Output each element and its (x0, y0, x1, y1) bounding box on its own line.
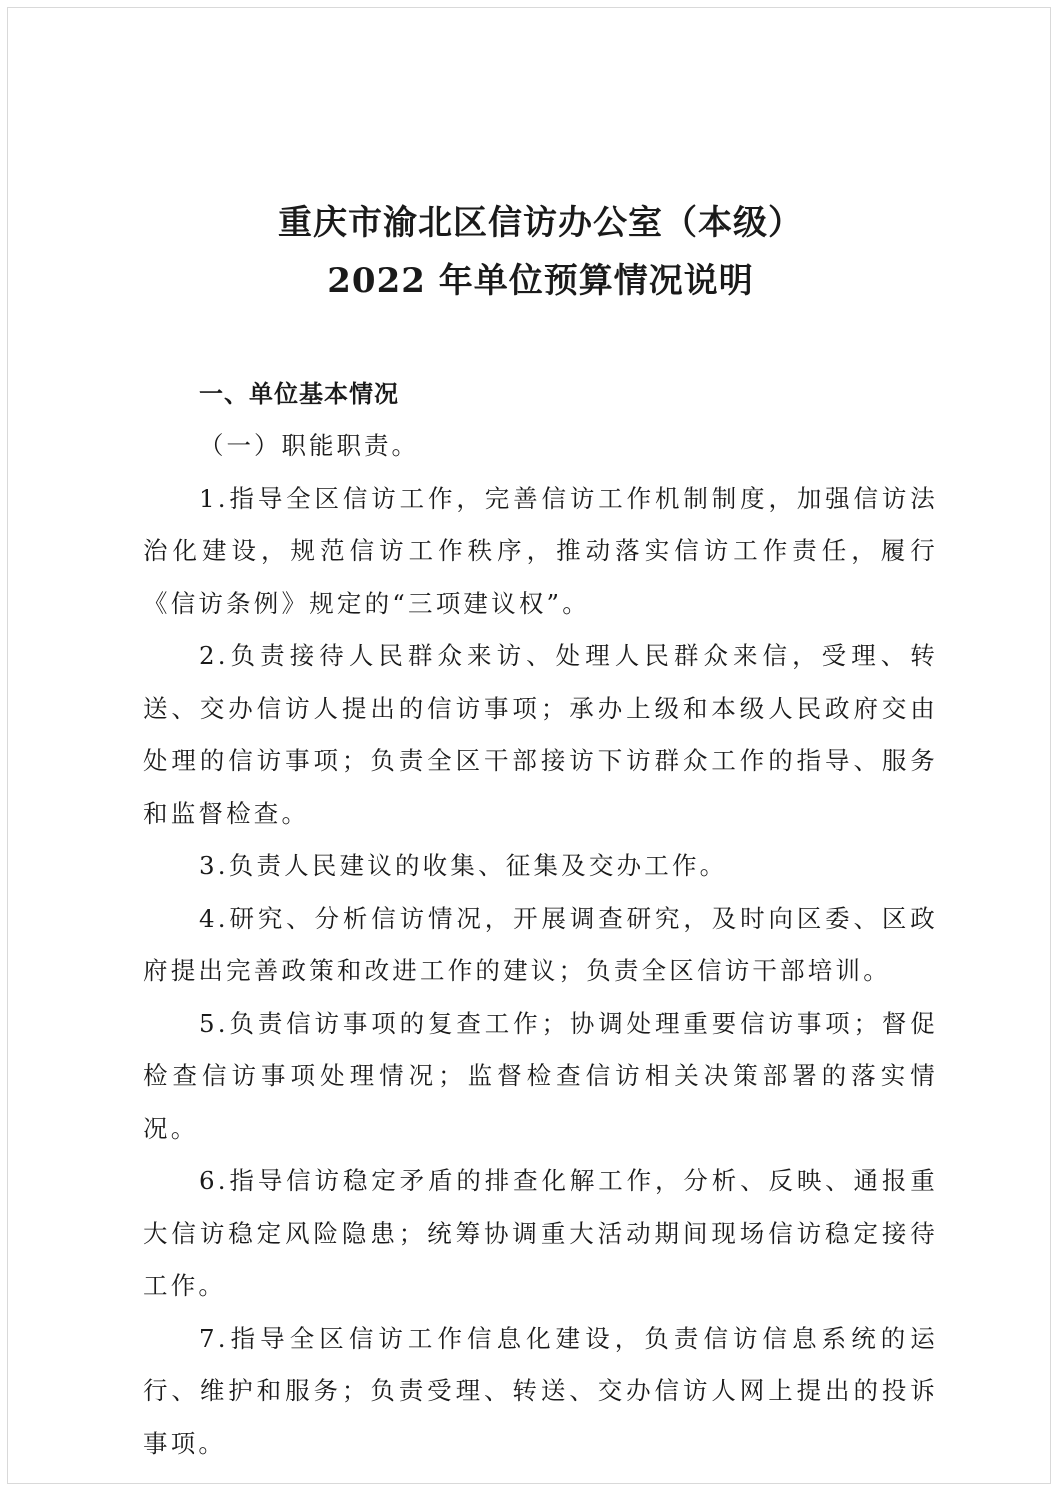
paragraph-4: 4.研究、分析信访情况，开展调查研究，及时向区委、区政府提出完善政策和改进工作的建议；负责全区信访干部培训。 (143, 903, 938, 985)
sub-heading: （一）职能职责。 (199, 431, 419, 460)
paragraph-7: 7.指导全区信访工作信息化建设，负责信访信息系统的运行、维护和服务；负责受理、转送、交办信访人网上提出的投诉事项。 (143, 1323, 938, 1458)
document-page (7, 7, 1051, 1484)
section-heading: 一、单位基本情况 (199, 380, 399, 408)
paragraph-2: 2.负责接待人民群众来访、处理人民群众来信，受理、转送、交办信访人提出的信访事项；承办上级和本级人民政府交由处理的信访事项；负责全区干部接访下访群众工作的指导、服务和监督检查。 (143, 641, 938, 828)
paragraph-3: 3.负责人民建议的收集、征集及交办工作。 (199, 851, 728, 880)
document-content (143, 194, 938, 1470)
title-line-1: 重庆市渝北区信访办公室（本级） (278, 203, 803, 243)
document-title (143, 194, 938, 310)
paragraph-5: 5.负责信访事项的复查工作；协调处理重要信访事项；督促检查信访事项处理情况；监督检查信访相关决策部署的落实情况。 (143, 1008, 938, 1143)
title-line-2: 2022 年单位预算情况说明 (327, 261, 754, 301)
paragraph-6: 6.指导信访稳定矛盾的排查化解工作，分析、反映、通报重大信访稳定风险隐患；统筹协调重大活动期间现场信访稳定接待工作。 (143, 1166, 938, 1300)
paragraph-1: 1.指导全区信访工作，完善信访工作机制制度，加强信访法治化建设，规范信访工作秩序，推动落实信访工作责任，履行《信访条例》规定的“三项建议权”。 (143, 483, 938, 618)
